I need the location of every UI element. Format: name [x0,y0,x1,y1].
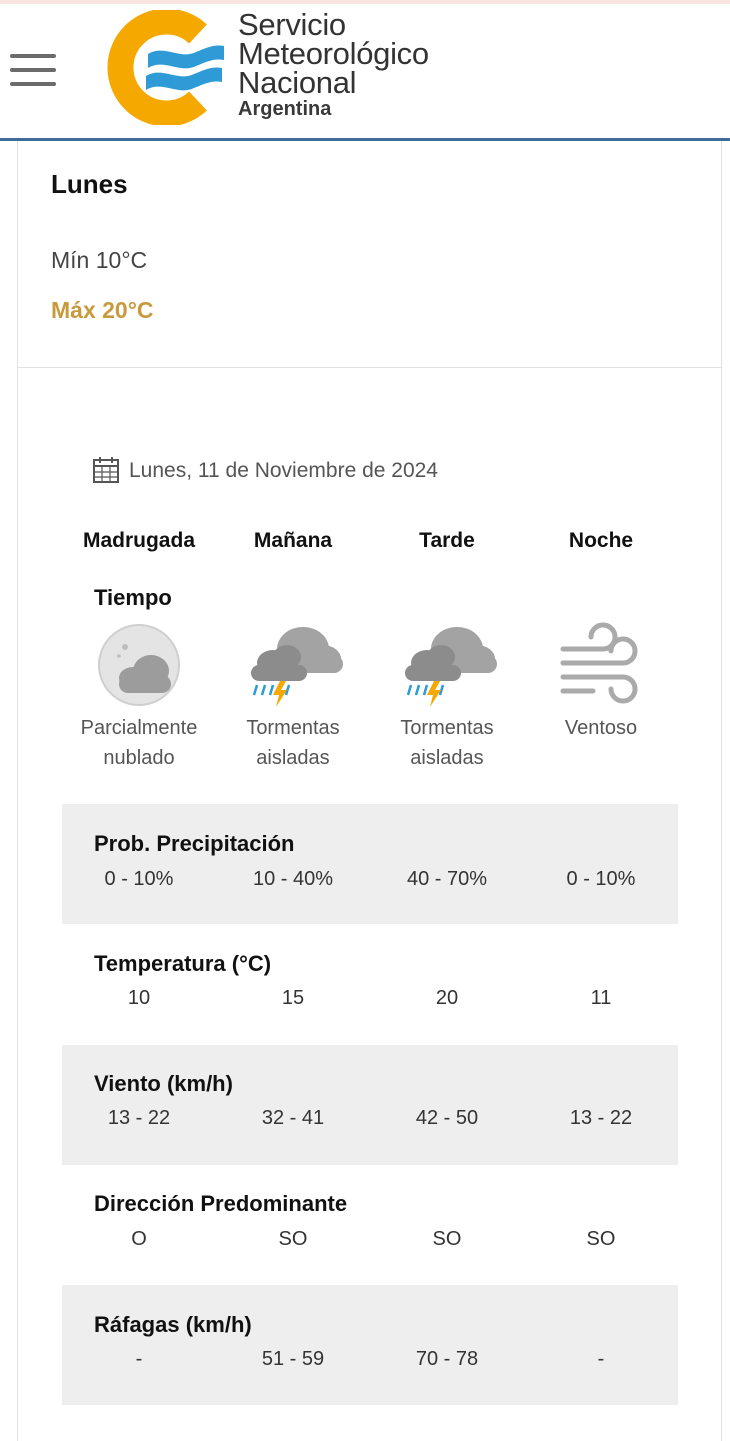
column-header-noche: Noche [568,529,634,552]
weather-description [218,713,368,773]
partly-cloudy-night-icon [89,619,189,709]
weather-description-line: nublado [103,747,175,769]
logo-country: Argentina [238,98,332,120]
logo-line: Meteorológico [238,36,429,71]
row-value: 20 [435,987,459,1009]
precipitation-row [62,804,678,924]
row-label: Prob. Precipitación [94,831,295,856]
column-header-manana: Mañana [253,529,333,552]
row-value: - [597,1348,605,1370]
weather-description-line: Ventoso [564,717,638,739]
row-value: 15 [281,987,305,1009]
day-name: Lunes [51,169,128,199]
row-value: 32 - 41 [261,1107,325,1129]
max-temperature: Máx 20°C [51,297,154,323]
row-value: 51 - 59 [261,1348,325,1370]
column-header-madrugada: Madrugada [82,529,195,552]
row-label: Dirección Predominante [94,1191,348,1216]
row-value: 13 - 22 [569,1107,633,1129]
row-value: SO [586,1228,616,1250]
weather-description-line: aisladas [410,747,484,769]
day-summary[interactable] [18,141,721,368]
windy-icon [551,619,651,709]
weather-description [526,713,676,743]
temperature-row [62,924,678,1044]
weather-description-line: Parcialmente [80,717,198,739]
row-value: 0 - 10% [566,868,636,890]
row-value: - [135,1348,143,1370]
row-value: 42 - 50 [415,1107,479,1129]
logo-text [238,7,429,121]
smn-logo-icon[interactable] [98,10,230,125]
row-value: SO [432,1228,462,1250]
weather-description-line: aisladas [256,747,330,769]
isolated-storms-icon [397,619,497,709]
menu-icon[interactable] [10,54,56,88]
weather-description [372,713,522,773]
gusts-row [62,1285,678,1405]
weather-description-line: Tormentas [246,717,340,739]
row-value: 70 - 78 [415,1348,479,1370]
row-value: 10 - 40% [252,868,334,890]
row-label: Viento (km/h) [94,1071,233,1096]
logo-line: Nacional [238,65,357,100]
weather-description [64,713,214,773]
wind-direction-row [62,1165,678,1285]
row-value: O [131,1228,147,1250]
date-text: Lunes, 11 de Noviembre de 2024 [129,459,438,482]
row-value: 11 [590,987,612,1009]
forecast-card [17,141,722,1441]
calendar-icon [93,456,119,483]
min-temperature: Mín 10°C [51,247,148,273]
row-value: 10 [127,987,151,1009]
site-header [0,4,730,141]
row-value: 13 - 22 [107,1107,171,1129]
menu-bar [10,82,56,86]
tiempo-label: Tiempo [94,585,172,610]
menu-bar [10,68,56,72]
isolated-storms-icon [243,619,343,709]
row-label: Ráfagas (km/h) [94,1312,252,1337]
row-value: 0 - 10% [104,868,174,890]
row-value: 40 - 70% [406,868,488,890]
column-header-tarde: Tarde [419,529,475,552]
row-value: SO [278,1228,308,1250]
logo-line: Servicio [238,7,346,42]
menu-bar [10,54,56,58]
row-label: Temperatura (°C) [94,951,272,976]
wind-row [62,1045,678,1165]
weather-description-line: Tormentas [400,717,494,739]
